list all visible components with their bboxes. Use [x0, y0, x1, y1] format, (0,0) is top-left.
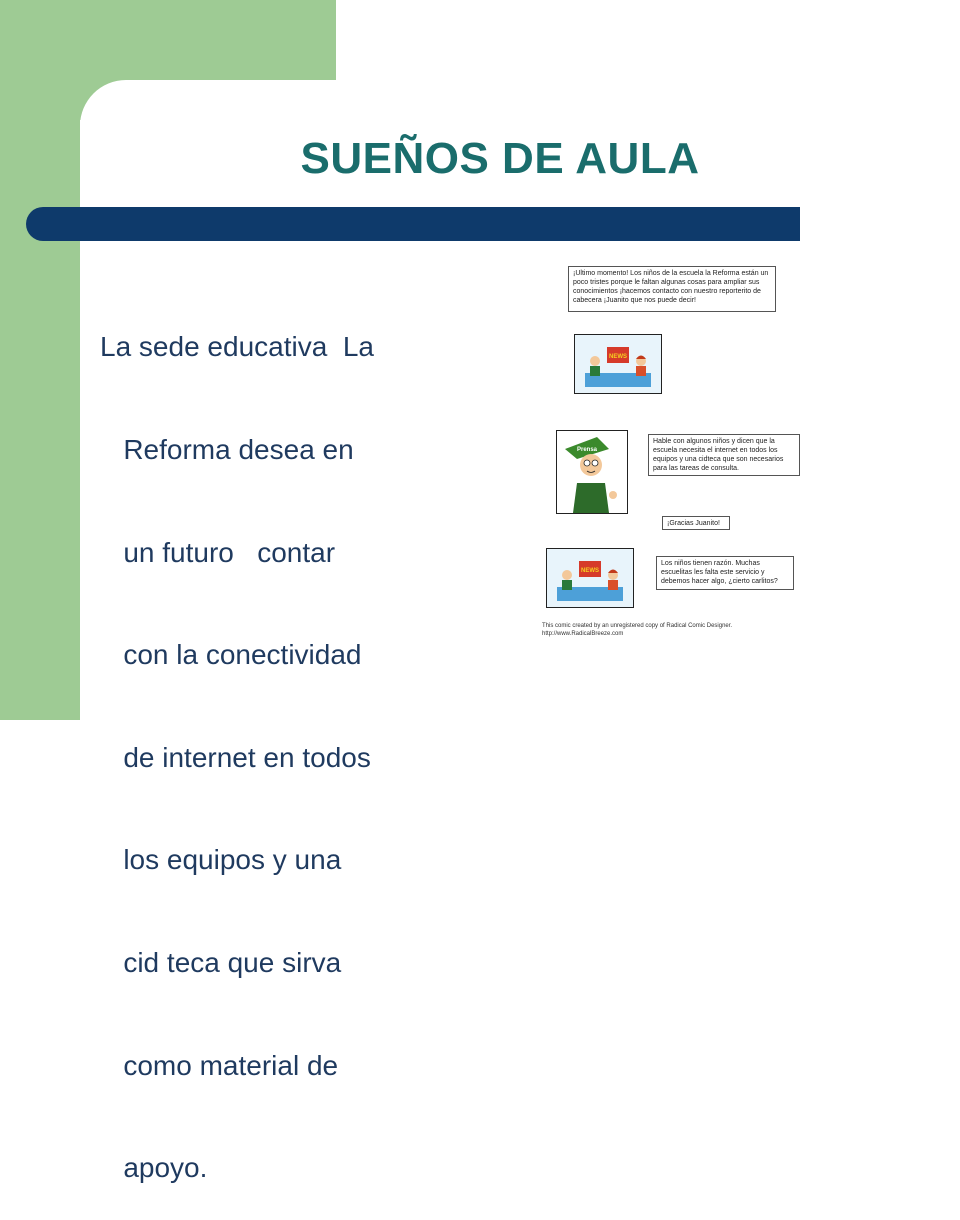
body-line: apoyo. [100, 1152, 208, 1184]
green-accent-left [0, 0, 80, 720]
credit-url: http://www.RadicalBreeze.com [542, 631, 624, 637]
credit-line: This comic created by an unregistered copy of Radical Comic Designer. [542, 623, 733, 629]
speech-bubble-1: ¡Ultimo momento! Los niños de la escuela la Reforma están un poco tristes porque le faltan algunas cosas para ampliar sus conocimientos ¡hacemos contacto con nuestro reporterito de cabecera ¡Juanito que nos puede decir! [568, 266, 776, 312]
slide-title: SUEÑOS DE AULA [300, 134, 700, 183]
body-line: los equipos y una [100, 844, 342, 876]
news-studio-illustration [575, 335, 661, 393]
speech-bubble-4: Los niños tienen razón. Muchas escuelitas les falta este servicio y debemos hacer algo, ¿cierto carlitos? [656, 556, 794, 590]
speech-bubble-3: ¡Gracias Juanito! [662, 516, 730, 530]
body-line: como material de [100, 1049, 339, 1081]
speech-bubble-2: Hable con algunos niños y dicen que la escuela necesita el internet en todos los equipos y una cidteca que son necesarios para las tareas de consulta. [648, 434, 800, 476]
comic-strip [526, 258, 816, 648]
body-line: un futuro contar [100, 536, 336, 568]
body-line: cid teca que sirva [100, 947, 342, 979]
body-line: de internet en todos [100, 741, 371, 773]
news-sign: NEWS [609, 354, 627, 360]
slide-body-text [100, 262, 480, 1220]
body-line: La sede educativa La [100, 331, 374, 363]
comic-panel-1 [574, 334, 662, 394]
news-studio-illustration-2 [547, 549, 633, 607]
comic-panel-3 [546, 548, 634, 608]
body-line: con la conectividad [100, 639, 362, 671]
comic-panel-2 [556, 430, 628, 514]
news-sign-2: NEWS [581, 568, 599, 574]
body-line: Reforma desea en [100, 434, 354, 466]
press-cap-label: Prensa [576, 447, 598, 453]
comic-credit [542, 622, 812, 638]
reporter-illustration [557, 431, 627, 513]
title-underline-bar [26, 207, 800, 241]
